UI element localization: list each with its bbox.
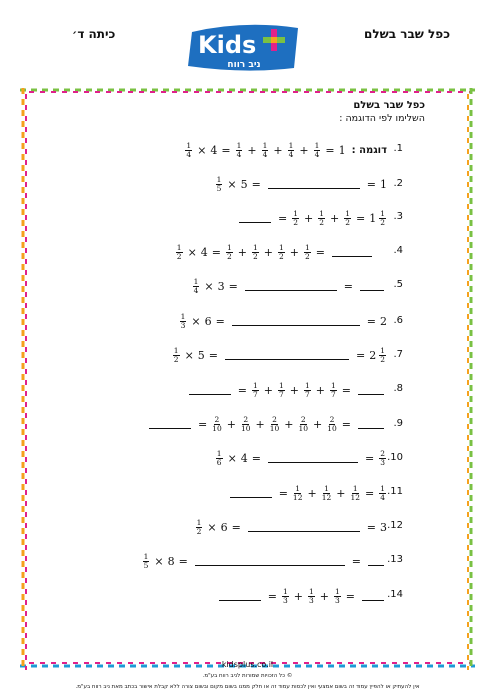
- answer-blank[interactable]: [239, 213, 271, 223]
- exercise-14-expression: = $\frac{1}{3}$ + $\frac{1}{3}$ + $\frac{1}{3}$ =: [216, 582, 387, 610]
- answer-blank[interactable]: [232, 316, 360, 326]
- exercise-number: .14: [387, 589, 403, 600]
- exercise-number: .3: [393, 211, 403, 222]
- exercise-number: .11: [387, 486, 403, 497]
- answer-blank[interactable]: [230, 488, 272, 498]
- footer-legal-notice: אין להעתיק או להפיץ עמוד זה בשום אמצעי ואין לכסות עמוד זה או חלק ממנו בשום מקום ובשום צורה ללא קבלת אישור בכתב מאת ניב רווח בע"מ.: [75, 684, 420, 690]
- exercise-4-expression: $\frac{1}{2}$ × 4 = $\frac{1}{2}$ + $\frac{1}{2}$ + $\frac{1}{2}$ + $\frac{1}{2}$ =: [175, 238, 375, 266]
- exercise-number: .12: [387, 520, 403, 531]
- exercise-11-expression: = $\frac{1}{12}$ + $\frac{1}{12}$ + $\frac{1}{12}$ = $\frac{1}{4}$: [227, 479, 387, 507]
- answer-blank[interactable]: [219, 591, 261, 601]
- answer-blank[interactable]: [189, 385, 231, 395]
- logo-subtitle: ניב רווח: [227, 60, 261, 70]
- worksheet-instructions: השלימו לפי הדוגמה :: [339, 113, 425, 124]
- exercise-number: .5: [393, 279, 403, 290]
- exercise-number: .13: [387, 554, 403, 565]
- answer-blank[interactable]: [225, 350, 349, 360]
- exercise-6-expression: $\frac{1}{3}$ × 6 = = 2: [180, 311, 387, 330]
- exercise-7-expression: $\frac{1}{2}$ × 5 = = 2 1 2: [173, 345, 385, 364]
- exercise-1-expression: $\frac{1}{4}$ × 4 = $\frac{1}{4}$ + $\frac{1}{4}$ + $\frac{1}{4}$ + $\frac{1}{4}$ = 1 דוגמה :: [186, 140, 387, 159]
- exercise-number: .6: [393, 315, 403, 326]
- exercise-8-expression: = $\frac{1}{7}$ + $\frac{1}{7}$ + $\frac{1}{7}$ + $\frac{1}{7}$ =: [186, 376, 387, 404]
- exercise-2-expression: $\frac{1}{5}$ × 5 = = 1: [216, 174, 387, 193]
- svg-text:Kids: Kids: [198, 31, 257, 59]
- exercise-10-expression: $\frac{1}{6}$ × 4 = = $\frac{2}{3}$: [216, 448, 385, 467]
- answer-blank[interactable]: [149, 419, 191, 429]
- exercise-9-expression: = $\frac{2}{10}$ + $\frac{2}{10}$ + $\frac{2}{10}$ + $\frac{2}{10}$ + $\frac{2}{10}$ =: [146, 410, 387, 438]
- exercise-number: .8: [393, 383, 403, 394]
- exercise-number: .9: [393, 418, 403, 429]
- example-label: דוגמה :: [351, 144, 387, 156]
- footer-copyright: © כל הזכויות שמורות לניב רווח בע"מ.: [202, 673, 293, 679]
- answer-blank[interactable]: [368, 556, 384, 566]
- answer-blank[interactable]: [268, 179, 360, 189]
- answer-blank[interactable]: [360, 281, 384, 291]
- exercise-number: .2: [393, 178, 403, 189]
- worksheet-topic-header: כפל שבר בשלם: [364, 27, 450, 41]
- answer-blank[interactable]: [268, 453, 358, 463]
- answer-blank[interactable]: [362, 591, 384, 601]
- exercise-5-expression: $\frac{1}{4}$ × 3 = =: [192, 272, 387, 300]
- exercise-12-expression: $\frac{1}{2}$ × 6 = = 3: [196, 517, 387, 536]
- answer-blank[interactable]: [358, 419, 384, 429]
- exercise-number: .7: [393, 349, 403, 360]
- worksheet-title: כפל שבר בשלם: [353, 100, 425, 111]
- exercise-number: .1: [393, 143, 403, 154]
- exercise-3-expression: = $\frac{1}{2}$ + $\frac{1}{2}$ + $\frac{1}{2}$ = 1 1 2: [236, 204, 387, 232]
- answer-blank[interactable]: [195, 556, 345, 566]
- grade-label: כיתה ד׳: [72, 27, 116, 41]
- answer-blank[interactable]: [332, 247, 372, 257]
- exercise-number: .4: [393, 245, 403, 256]
- exercise-number: .10: [387, 452, 403, 463]
- footer-website: kidsplus.co.il: [221, 660, 274, 669]
- answer-blank[interactable]: [248, 522, 360, 532]
- exercise-13-expression: $\frac{1}{5}$ × 8 = =: [142, 547, 387, 575]
- answer-blank[interactable]: [245, 281, 337, 291]
- answer-blank[interactable]: [358, 385, 384, 395]
- kids-plus-logo: [184, 18, 304, 76]
